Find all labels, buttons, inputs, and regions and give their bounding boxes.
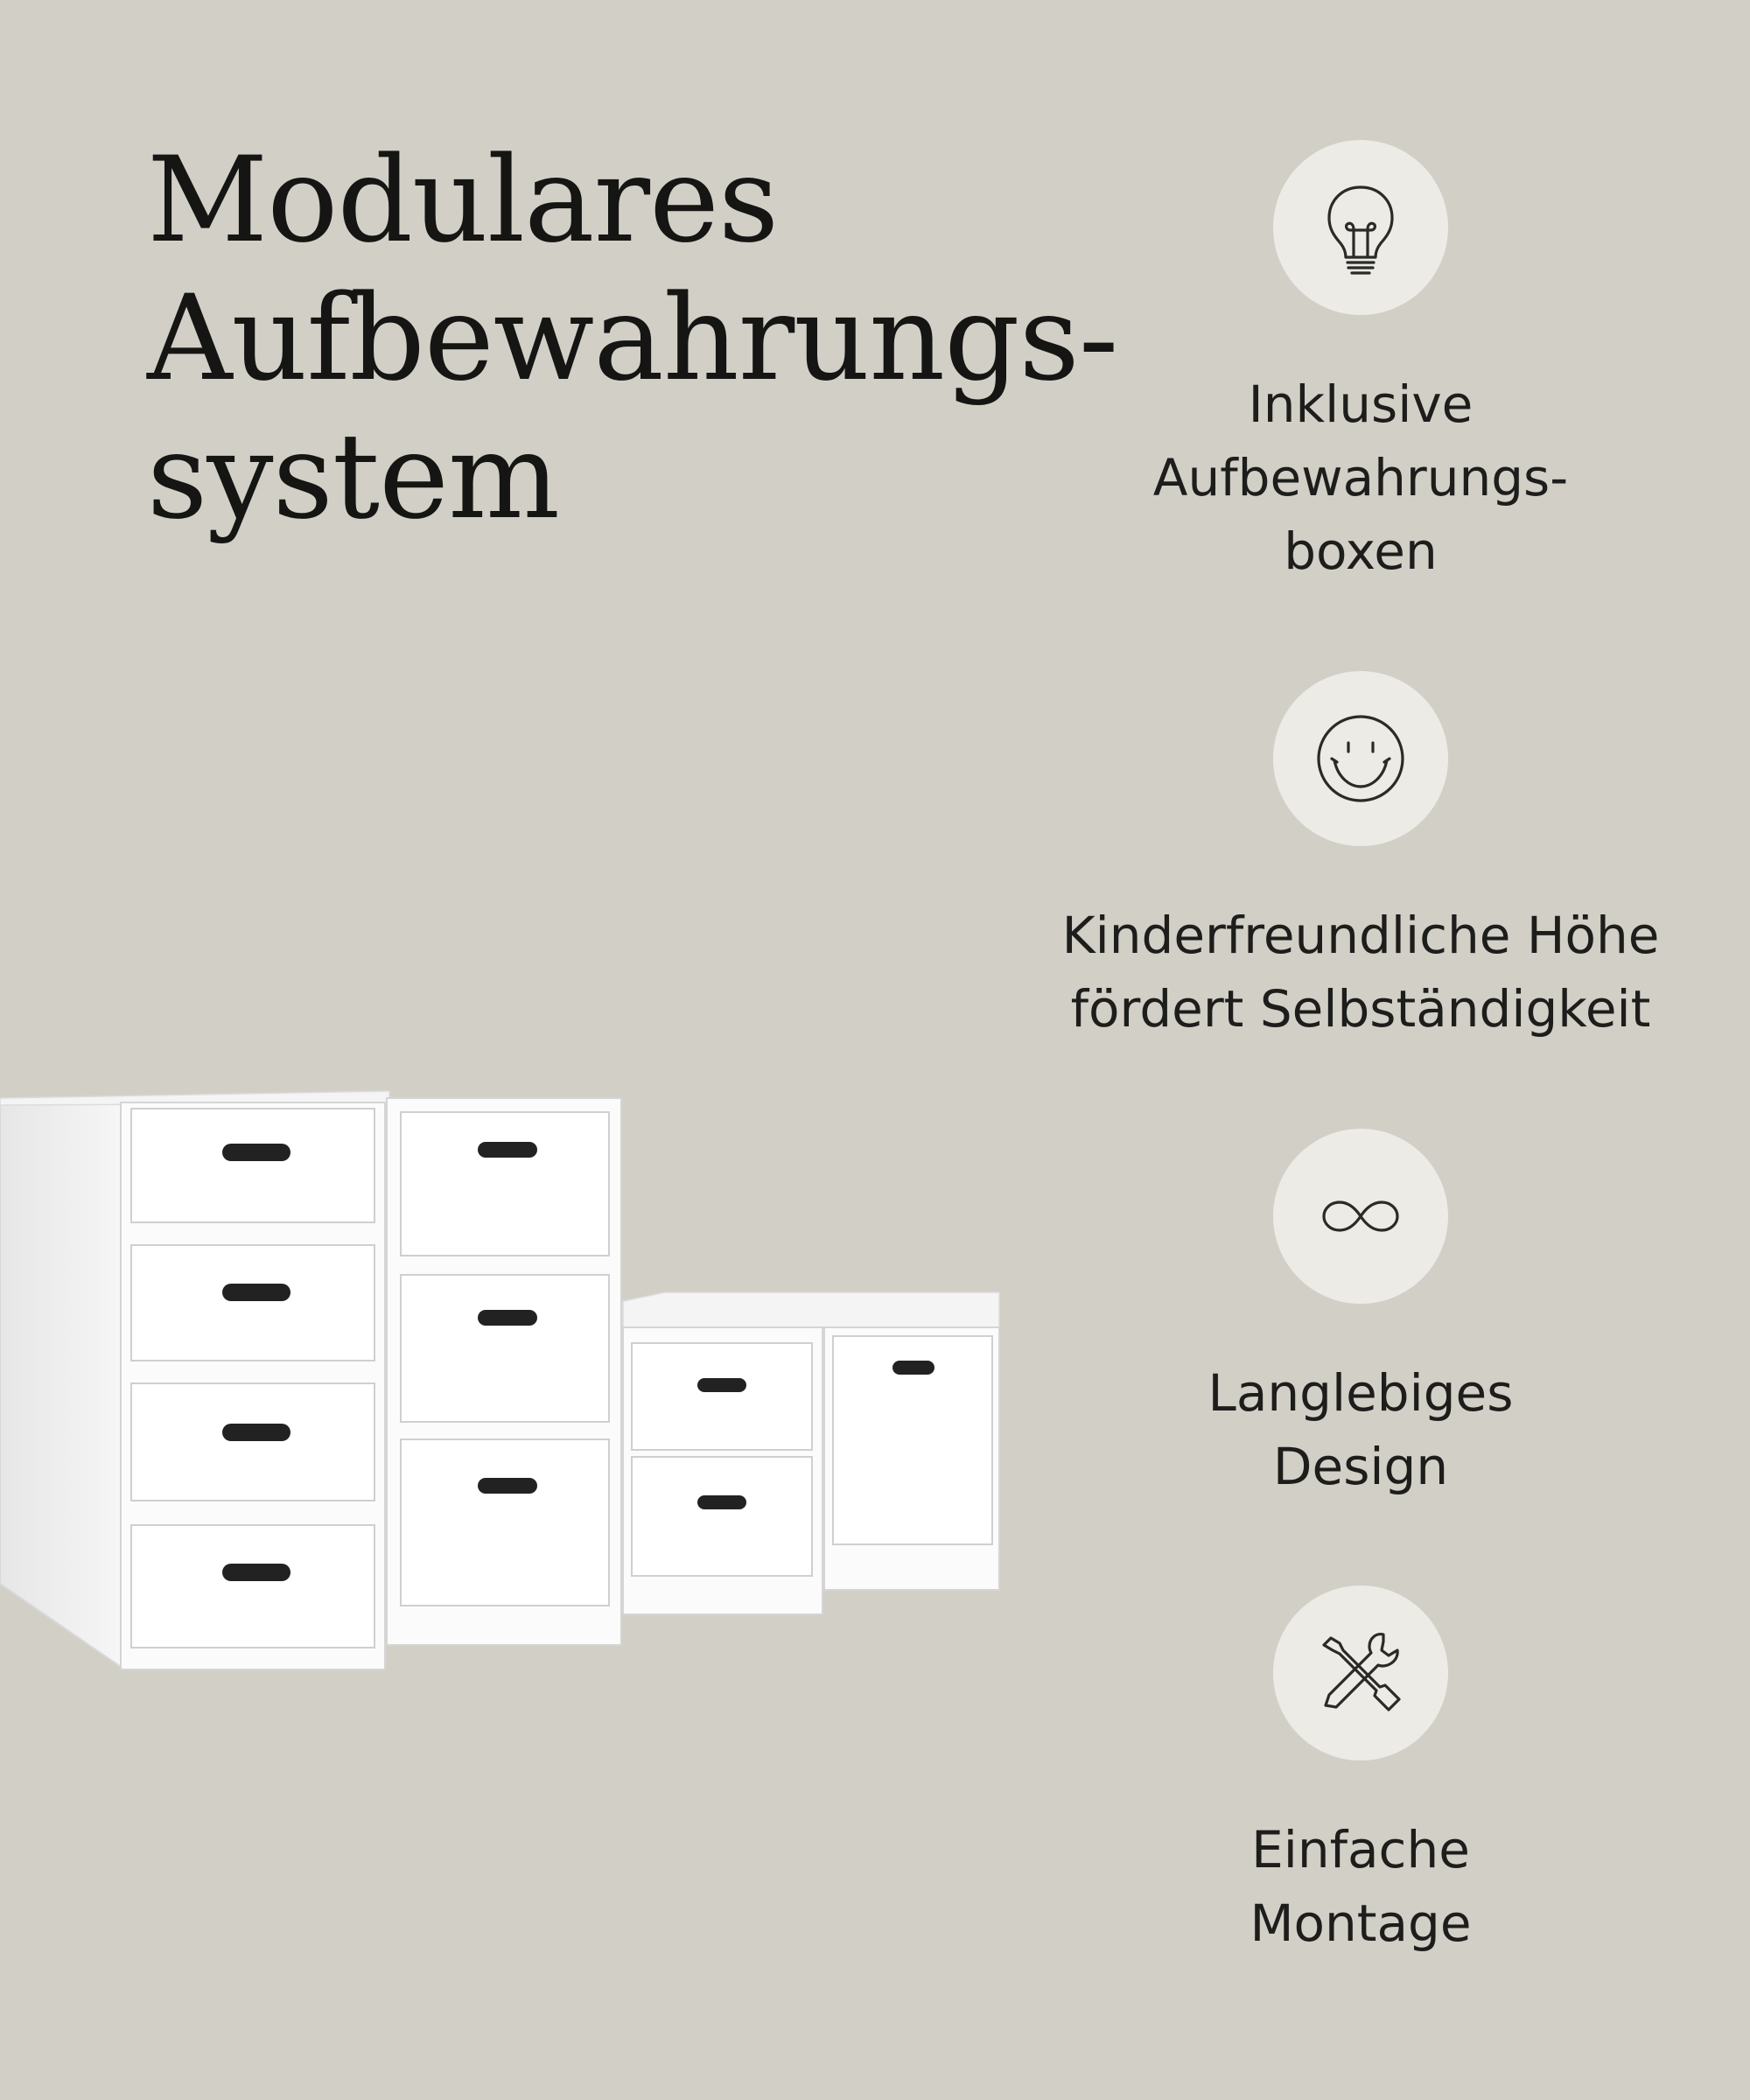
feature-2-line-1: Kinderfreundliche Höhe [1061,906,1660,965]
tools-icon [1308,1620,1413,1726]
feature-text-durable [967,1356,1750,1503]
infinity-icon [1308,1164,1413,1269]
feature-smiley-badge [1273,671,1448,846]
feature-4-line-1: Einfache [1251,1820,1470,1880]
feature-lightbulb-badge [1273,140,1448,315]
feature-text-storage-boxes [967,368,1750,588]
feature-3-line-1: Langlebiges [1208,1363,1514,1423]
headline-line-2: Aufbewahrungs- [147,270,1118,407]
feature-2-line-2: fördert Selbständigkeit [1070,979,1651,1039]
smiley-icon [1308,706,1413,811]
feature-4-line-2: Montage [1250,1894,1472,1953]
feature-text-assembly [967,1813,1750,1960]
feature-text-child-height [967,899,1750,1046]
headline-line-3: system [147,408,559,545]
feature-infinity-badge [1273,1129,1448,1304]
lightbulb-icon [1308,175,1413,280]
headline-line-1: Modulares [147,131,779,269]
feature-1-line-1: Inklusive [1248,374,1474,434]
feature-1-line-2: Aufbewahrungs- [1152,448,1569,508]
feature-tools-badge [1273,1586,1448,1760]
storage-furniture-image [0,1072,1015,1684]
feature-1-line-3: boxen [1284,522,1438,581]
feature-3-line-2: Design [1272,1437,1449,1496]
